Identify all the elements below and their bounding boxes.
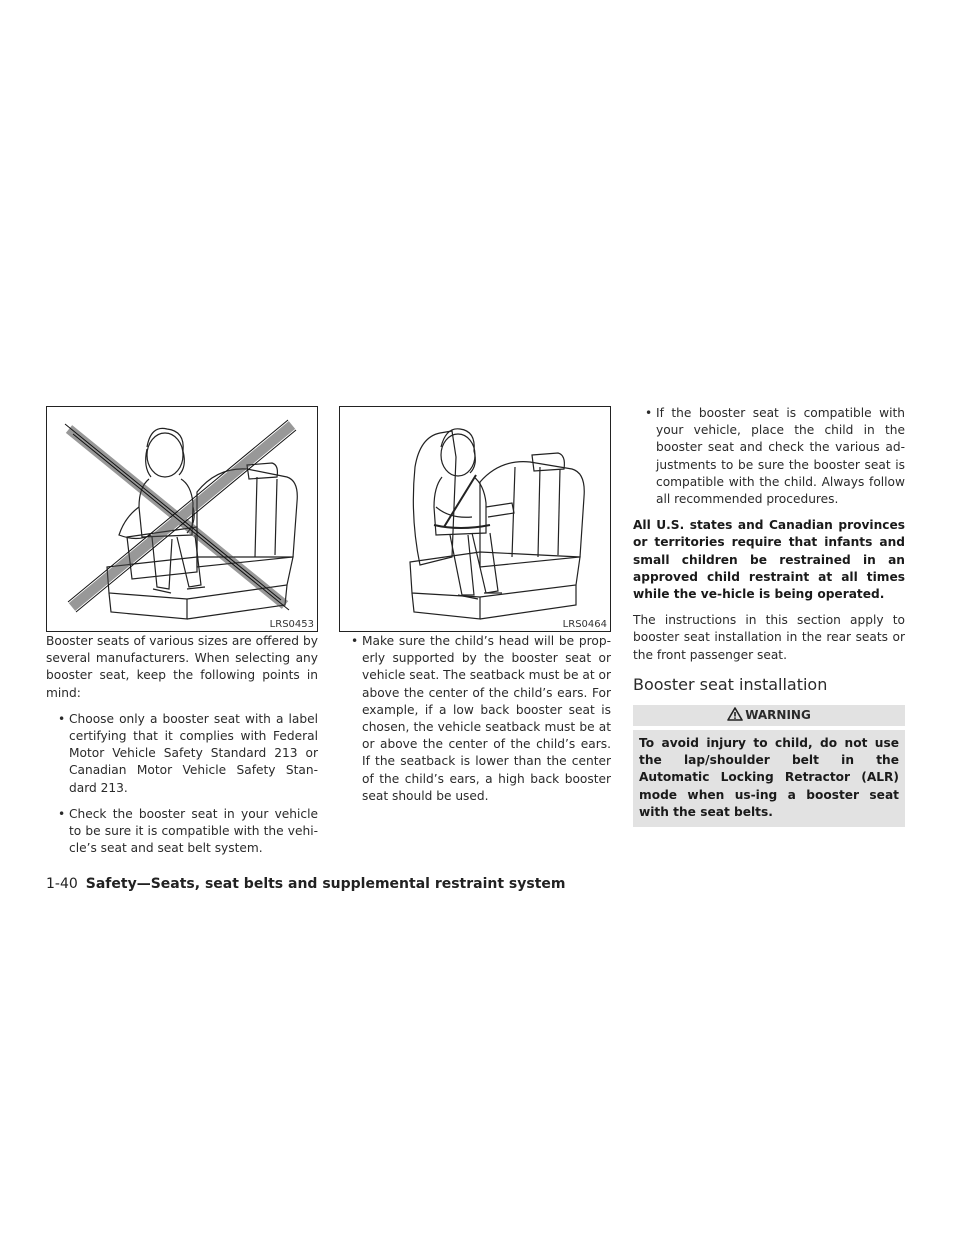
- intro-paragraph: Booster seats of various sizes are offered by several manufacturers. When selecting any booster seat, keep the following points in mind:: [46, 634, 318, 700]
- column-2: [339, 633, 611, 814]
- column-3: [633, 405, 905, 827]
- booster-illustration-crossed: [47, 407, 317, 631]
- bullet-icon: •: [645, 406, 653, 420]
- bullet-icon: •: [58, 806, 66, 821]
- figure-code-2: LRS0464: [562, 619, 607, 630]
- legal-requirement-paragraph: All U.S. states and Canadian provinces or territories require that infants and small children be restrained in an approved child restraint at all times while the ve-hicle is being operated.: [633, 518, 905, 602]
- page-number: 1-40: [46, 876, 78, 892]
- warning-body: To avoid injury to child, do not use the lap/shoulder belt in the Automatic Locking Retractor (ALR) mode when us-ing a booster seat with the seat belts.: [633, 730, 905, 827]
- page-footer: [46, 876, 566, 892]
- bullet-icon: •: [351, 634, 359, 648]
- figure-code-1: LRS0453: [269, 619, 314, 630]
- bullet-text: Choose only a booster seat with a label certifying that it complies with Federal Motor Vehicle Safety Standard 213 or Canadian Motor Vehicle Safety Stan-dard 213.: [69, 711, 318, 795]
- list-item: [46, 711, 318, 797]
- bullet-text: Check the booster seat in your vehicle to be sure it is compatible with the vehi-cle’s seat and seat belt system.: [69, 806, 318, 856]
- section-title: Safety—Seats, seat belts and supplemental restraint system: [85, 876, 566, 892]
- warning-header: [633, 705, 905, 726]
- figure-booster-incorrect: [46, 406, 318, 632]
- instructions-paragraph: The instructions in this section apply to booster seat installation in the rear seats or the front passenger seat.: [633, 613, 905, 662]
- figure-booster-correct: [339, 406, 611, 632]
- list-item: [46, 806, 318, 858]
- bullet-text: If the booster seat is compatible with your vehicle, place the child in the booster seat and check the various ad-justments to be sure the booster seat is compatible with the child. Always follow all recommended procedures.: [656, 406, 905, 507]
- column-1: [46, 633, 318, 866]
- warning-title: WARNING: [745, 708, 811, 723]
- bullet-text: Make sure the child’s head will be prop-erly supported by the booster seat or vehicle seat. The seatback must be at or above the center of the child’s ears. For example, if a low back booster seat is chosen, the vehicle seatback must be at or above the center of the child’s ears. If the seatback is lower than the center of the child’s ears, a high back booster seat should be used.: [362, 634, 611, 803]
- list-item: [339, 633, 611, 805]
- section-heading: Booster seat installation: [633, 674, 828, 694]
- warning-triangle-icon: [727, 707, 743, 721]
- list-item: [633, 405, 905, 508]
- bullet-icon: •: [58, 711, 66, 726]
- booster-illustration-correct: [340, 407, 610, 631]
